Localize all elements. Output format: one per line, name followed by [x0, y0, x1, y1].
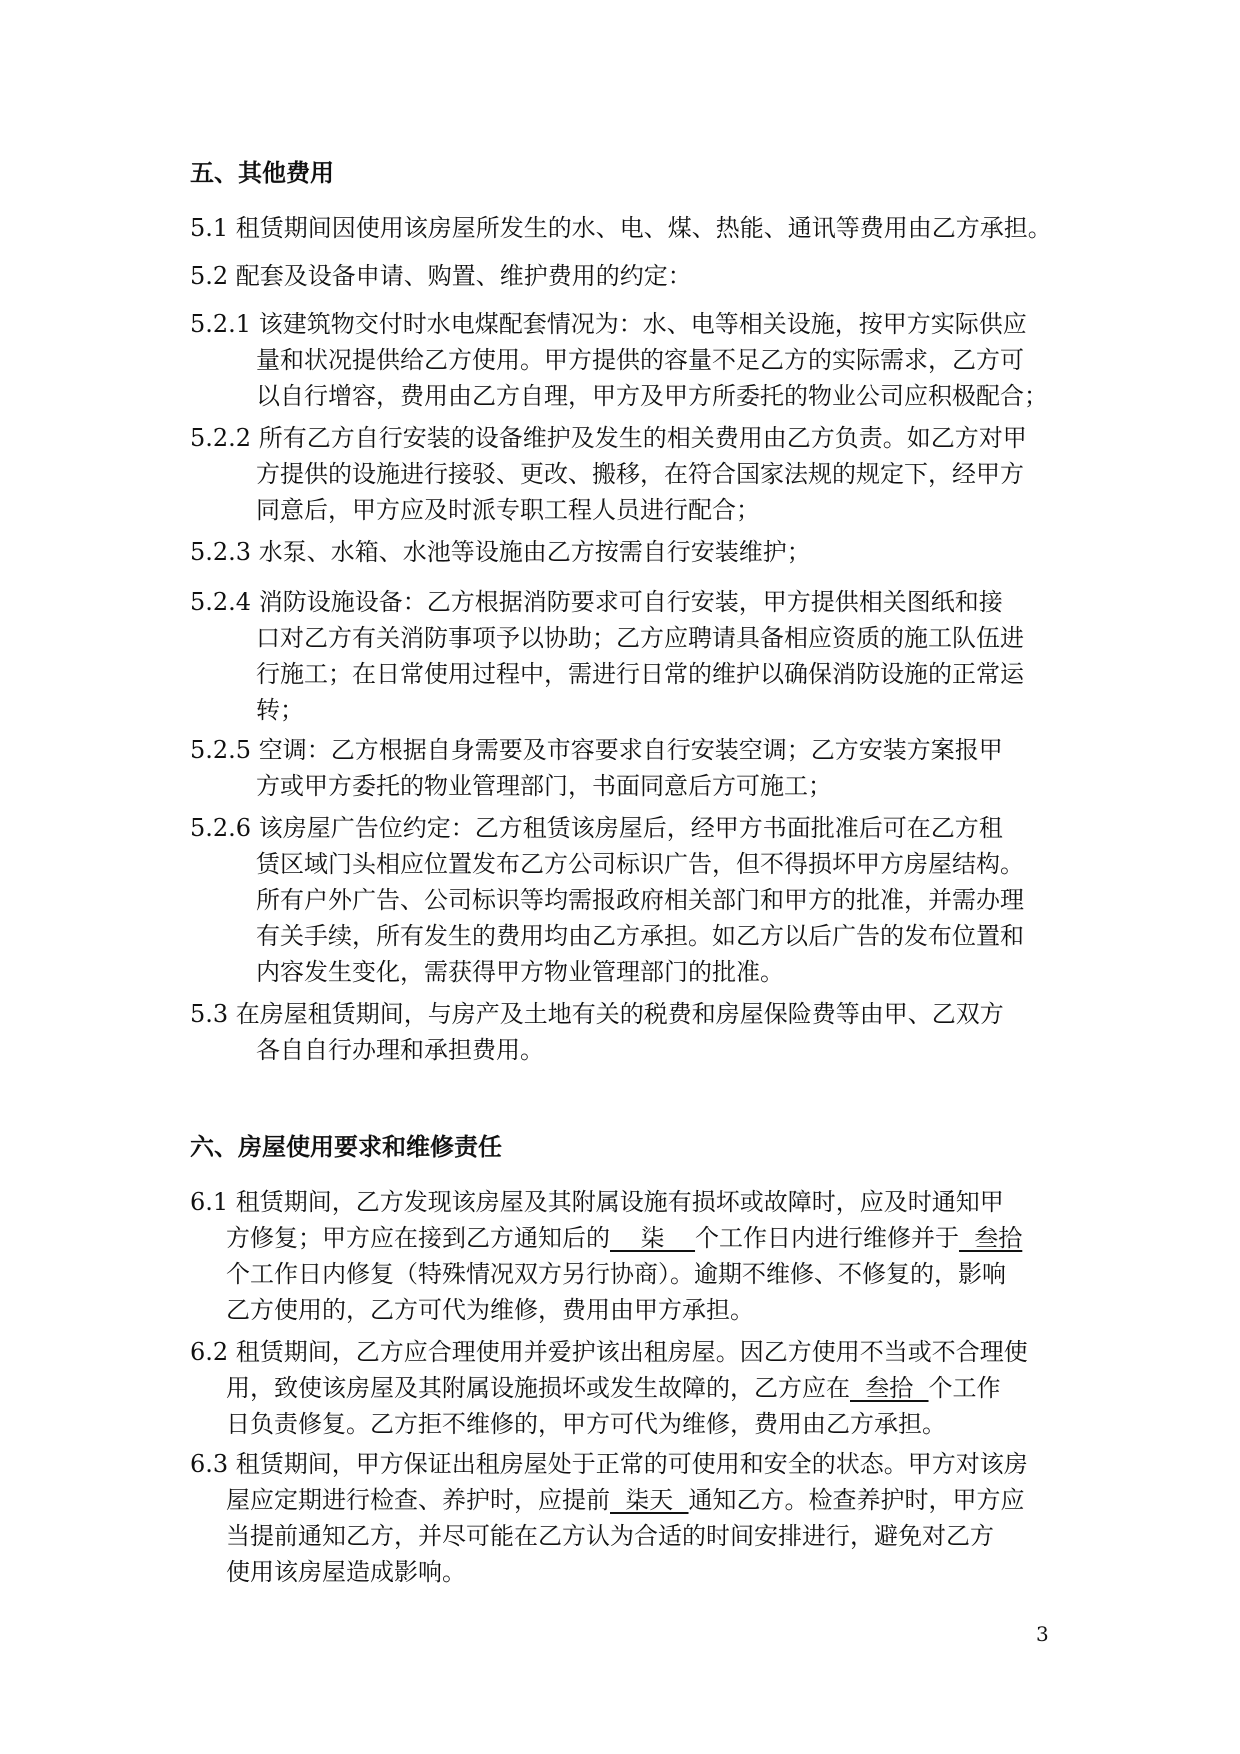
repair-start-days-field: 柒 — [610, 1224, 696, 1252]
clause-5-2-3 — [190, 534, 1060, 570]
page-number: 3 — [1036, 1622, 1049, 1646]
clause-6-3-text: 屋应定期进行检查、养护时，应提前 — [226, 1486, 610, 1514]
clause-6-3 — [190, 1446, 1060, 1590]
clause-5-3 — [190, 996, 1060, 1068]
clause-5-2-4 — [190, 584, 1060, 728]
clause-6-1-line: 6.1 租赁期间，乙方发现该房屋及其附属设施有损坏或故障时，应及时通知甲 — [190, 1188, 1004, 1216]
clause-6-3-line: 当提前通知乙方，并尽可能在乙方认为合适的时间安排进行，避免对乙方 — [226, 1522, 994, 1550]
clause-5-2-4-line: 转； — [256, 696, 304, 724]
clause-5-2-5-line: 5.2.5 空调：乙方根据自身需要及市容要求自行安装空调；乙方安装方案报甲 — [190, 736, 1003, 764]
clause-5-2-2-line: 5.2.2 所有乙方自行安装的设备维护及发生的相关费用由乙方负责。如乙方对甲 — [190, 424, 1027, 452]
clause-6-1-line: 乙方使用的，乙方可代为维修，费用由甲方承担。 — [226, 1296, 754, 1324]
clause-6-1 — [190, 1184, 1060, 1328]
clause-5-2 — [190, 258, 1060, 294]
clause-5-2-6-line: 内容发生变化，需获得甲方物业管理部门的批准。 — [256, 958, 784, 986]
notice-days-field: 柒天 — [610, 1486, 689, 1514]
clause-6-2-text: 个工作 — [928, 1374, 1001, 1402]
clause-5-3-line: 各自自行办理和承担费用。 — [256, 1036, 544, 1064]
clause-6-3-line: 6.3 租赁期间，甲方保证出租房屋处于正常的可使用和安全的状态。甲方对该房 — [190, 1450, 1028, 1478]
clause-5-2-6-line: 赁区域门头相应位置发布乙方公司标识广告，但不得损坏甲方房屋结构。 — [256, 850, 1024, 878]
clause-5-2-6-line: 有关手续，所有发生的费用均由乙方承担。如乙方以后广告的发布位置和 — [256, 922, 1024, 950]
clause-5-2-6-line: 5.2.6 该房屋广告位约定：乙方租赁该房屋后，经甲方书面批准后可在乙方租 — [190, 814, 1003, 842]
clause-6-2 — [190, 1334, 1060, 1442]
clause-5-3-line: 5.3 在房屋租赁期间，与房产及土地有关的税费和房屋保险费等由甲、乙双方 — [190, 1000, 1004, 1028]
clause-6-3-line — [190, 1482, 1060, 1518]
tenant-repair-days-field: 叁拾 — [850, 1374, 929, 1402]
clause-6-2-line — [190, 1370, 1060, 1406]
clause-5-2-6-line: 所有户外广告、公司标识等均需报政府相关部门和甲方的批准，并需办理 — [256, 886, 1024, 914]
clause-6-1-line — [190, 1220, 1060, 1256]
clause-6-1-line: 个工作日内修复（特殊情况双方另行协商）。逾期不维修、不修复的，影响 — [226, 1260, 1006, 1288]
section-6-heading: 六、房屋使用要求和维修责任 — [190, 1133, 502, 1161]
clause-5-2-2 — [190, 420, 1060, 528]
clause-6-1-text: 方修复；甲方应在接到乙方通知后的 — [226, 1224, 610, 1252]
clause-6-3-text: 通知乙方。检查养护时，甲方应 — [688, 1486, 1025, 1514]
clause-5-2-1 — [190, 306, 1060, 414]
clause-6-3-line: 使用该房屋造成影响。 — [226, 1558, 466, 1586]
clause-5-2-4-line: 口对乙方有关消防事项予以协助；乙方应聘请具备相应资质的施工队伍进 — [256, 624, 1024, 652]
clause-6-2-text: 用，致使该房屋及其附属设施损坏或发生故障的，乙方应在 — [226, 1374, 850, 1402]
clause-6-2-line: 日负责修复。乙方拒不维修的，甲方可代为维修，费用由乙方承担。 — [226, 1410, 946, 1438]
clause-5-2-1-line: 以自行增容，费用由乙方自理，甲方及甲方所委托的物业公司应积极配合； — [256, 382, 1048, 410]
clause-5-2-line: 5.2 配套及设备申请、购置、维护费用的约定： — [190, 262, 692, 290]
clause-6-1-text: 个工作日内进行维修并于 — [695, 1224, 960, 1252]
clause-5-2-3-line: 5.2.3 水泵、水箱、水池等设施由乙方按需自行安装维护； — [190, 538, 811, 566]
clause-5-2-5-line: 方或甲方委托的物业管理部门，书面同意后方可施工； — [256, 772, 832, 800]
clause-5-2-2-line: 同意后，甲方应及时派专职工程人员进行配合； — [256, 496, 760, 524]
clause-6-2-line: 6.2 租赁期间，乙方应合理使用并爱护该出租房屋。因乙方使用不当或不合理使 — [190, 1338, 1028, 1366]
clause-5-2-5 — [190, 732, 1060, 804]
repair-complete-days-field: 叁拾 — [959, 1224, 1023, 1252]
clause-5-2-4-line: 5.2.4 消防设施设备：乙方根据消防要求可自行安装，甲方提供相关图纸和接 — [190, 588, 1003, 616]
clause-5-2-2-line: 方提供的设施进行接驳、更改、搬移，在符合国家法规的规定下，经甲方 — [256, 460, 1024, 488]
clause-5-2-1-line: 量和状况提供给乙方使用。甲方提供的容量不足乙方的实际需求，乙方可 — [256, 346, 1024, 374]
clause-5-1-line: 5.1 租赁期间因使用该房屋所发生的水、电、煤、热能、通讯等费用由乙方承担。 — [190, 214, 1052, 242]
clause-5-1 — [190, 210, 1060, 246]
clause-5-2-6 — [190, 810, 1060, 990]
clause-5-2-1-line: 5.2.1 该建筑物交付时水电煤配套情况为：水、电等相关设施，按甲方实际供应 — [190, 310, 1027, 338]
section-5-heading: 五、其他费用 — [190, 159, 334, 187]
clause-5-2-4-line: 行施工；在日常使用过程中，需进行日常的维护以确保消防设施的正常运 — [256, 660, 1024, 688]
